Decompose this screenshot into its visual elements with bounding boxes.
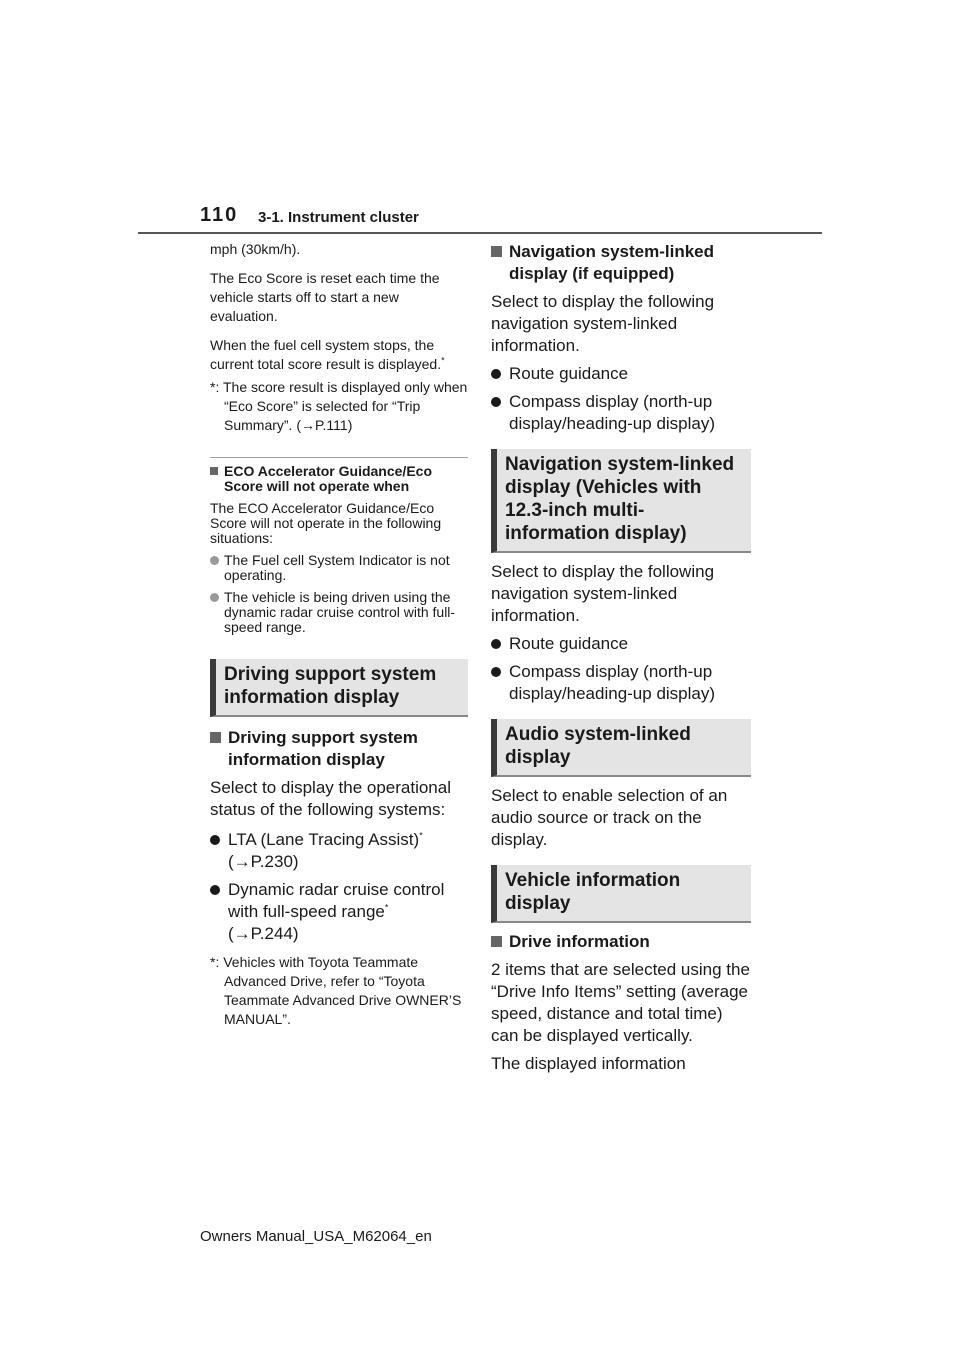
bullet-item: Route guidance	[491, 363, 751, 385]
header-rule	[138, 232, 822, 234]
body-text: Select to display the operational status of the following systems:	[210, 778, 451, 819]
subheading: Driving support system information display	[210, 727, 468, 771]
footer: Owners Manual_USA_M62064_en	[200, 1228, 432, 1245]
section-box: Vehicle information display	[491, 865, 751, 923]
section-box: Audio system-linked display	[491, 719, 751, 777]
section-title: 3-1. Instrument cluster	[258, 209, 419, 226]
body-text: Select to display the following navigation system-linked information.	[491, 562, 715, 625]
footnote: *: Vehicles with Toyota Teammate Advanced Drive, refer to “Toyota Teammate Advanced Drive OWNER’S MANUAL”.	[210, 954, 462, 1027]
footnote: *: The score result is displayed only when “Eco Score” is selected for “Trip Summary”. (→P.111)	[210, 379, 468, 433]
body-text: 2 items that are selected using the “Drive Info Items” setting (average speed, distance and total time) can be displayed vertically.	[491, 960, 750, 1045]
page-number: 110	[200, 204, 239, 226]
bullet-item: Dynamic radar cruise control with full-speed range* (→P.244)	[210, 879, 468, 945]
subheading: Navigation system-linked display (if equipped)	[491, 241, 751, 285]
list-item: The Fuel cell System Indicator is not operating.	[210, 553, 468, 583]
left-column	[210, 240, 468, 1029]
eco-text: The ECO Accelerator Guidance/Eco Score will not operate in the following situations:	[210, 500, 442, 546]
divider	[210, 457, 468, 458]
body-text: Select to enable selection of an audio source or track on the display.	[491, 786, 728, 849]
intro-line: mph (30km/h).	[210, 241, 301, 257]
right-column	[491, 240, 751, 1075]
section-box: Driving support system information display	[210, 659, 468, 717]
bullet-item: Route guidance	[491, 633, 751, 655]
subheading: Drive information	[491, 931, 751, 953]
bullet-item: Compass display (north-up display/heading-up display)	[491, 391, 751, 435]
list-item: The vehicle is being driven using the dynamic radar cruise control with full-speed range.	[210, 590, 468, 635]
section-box: Navigation system-linked display (Vehicles with 12.3-inch multi-information display)	[491, 449, 751, 553]
bullet-item: Compass display (north-up display/heading-up display)	[491, 661, 751, 705]
intro-paragraph: When the fuel cell system stops, the current total score result is displayed.*	[210, 337, 445, 372]
body-text: Select to display the following navigation system-linked information.	[491, 292, 715, 355]
bullet-item: LTA (Lane Tracing Assist)* (→P.230)	[210, 829, 468, 873]
intro-paragraph: The Eco Score is reset each time the vehicle starts off to start a new evaluation.	[210, 270, 440, 324]
eco-heading: ECO Accelerator Guidance/Eco Score will not operate when	[210, 464, 468, 494]
body-text: The displayed information	[491, 1054, 686, 1073]
